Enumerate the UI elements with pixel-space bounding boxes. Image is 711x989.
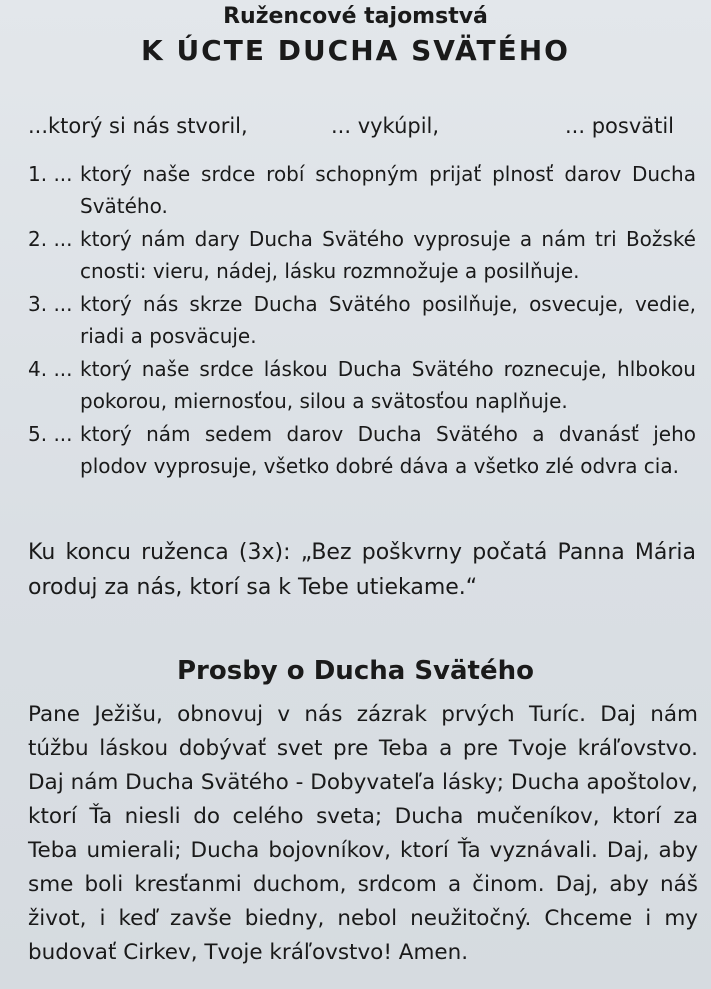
mysteries-list <box>28 158 696 483</box>
mystery-number: 1. ... <box>28 162 73 186</box>
invocation-created: ...ktorý si nás stvoril, <box>28 114 248 138</box>
invocation-sanctified: ... posvätil <box>565 114 675 138</box>
closing-prayer: Ku koncu ruženca (3x): „Bez poškvrny počatá Panna Mária oroduj za nás, ktorí sa k Tebe utiekame.“ <box>28 540 696 600</box>
mystery-text: ktorý naše srdce láskou Ducha Svätého roznecuje, hlbokou pokorou, miernosťou, silou a svätosťou naplňuje. <box>80 357 696 413</box>
page-title: K ÚCTE DUCHA SVÄTÉHO <box>141 34 570 67</box>
mystery-text: ktorý nám dary Ducha Svätého vyprosuje a nám tri Božské cnosti: vieru, nádej, lásku rozmnožuje a posilňuje. <box>80 227 696 283</box>
mystery-number: 3. ... <box>28 292 73 316</box>
mystery-item <box>28 223 696 287</box>
mystery-item <box>28 353 696 417</box>
mystery-number: 5. ... <box>28 422 73 446</box>
mystery-text: ktorý naše srdce robí schopným prijať plnosť darov Ducha Svätého. <box>80 162 696 218</box>
mystery-text: ktorý nám sedem darov Ducha Svätého a dvanásť jeho plodov vyprosuje, všetko dobré dáva a všetko zlé odvra cia. <box>80 422 696 478</box>
mystery-text: ktorý nás skrze Ducha Svätého posilňuje, osvecuje, vedie, riadi a posväcuje. <box>80 292 696 348</box>
prayer-text: Pane Ježišu, obnovuj v nás zázrak prvých Turíc. Daj nám túžbu láskou dobývať svet pre Teba a pre Tvoje kráľovstvo. Daj nám Ducha Svätého - Dobyvateľa lásky; Ducha apoštolov, ktorí Ťa niesli do celého sveta; Ducha mučeníkov, ktorí za Teba umierali; Ducha bojovníkov, ktorí Ťa vyznávali. Daj, aby sme boli kresťanmi duchom, srdcom a činom. Daj, aby náš život, i keď zavše biedny, nebol neužitočný. Chceme i my budovať Cirkev, Tvoje kráľovstvo! Amen. <box>28 702 698 965</box>
page-subtitle: Ružencové tajomstvá <box>223 4 488 29</box>
mystery-item <box>28 158 696 222</box>
mystery-item <box>28 418 696 482</box>
prayer-heading: Prosby o Ducha Svätého <box>176 656 534 686</box>
mystery-item <box>28 288 696 352</box>
mystery-number: 4. ... <box>28 357 73 381</box>
invocation-redeemed: ... vykúpil, <box>331 114 440 138</box>
mystery-number: 2. ... <box>28 227 73 251</box>
